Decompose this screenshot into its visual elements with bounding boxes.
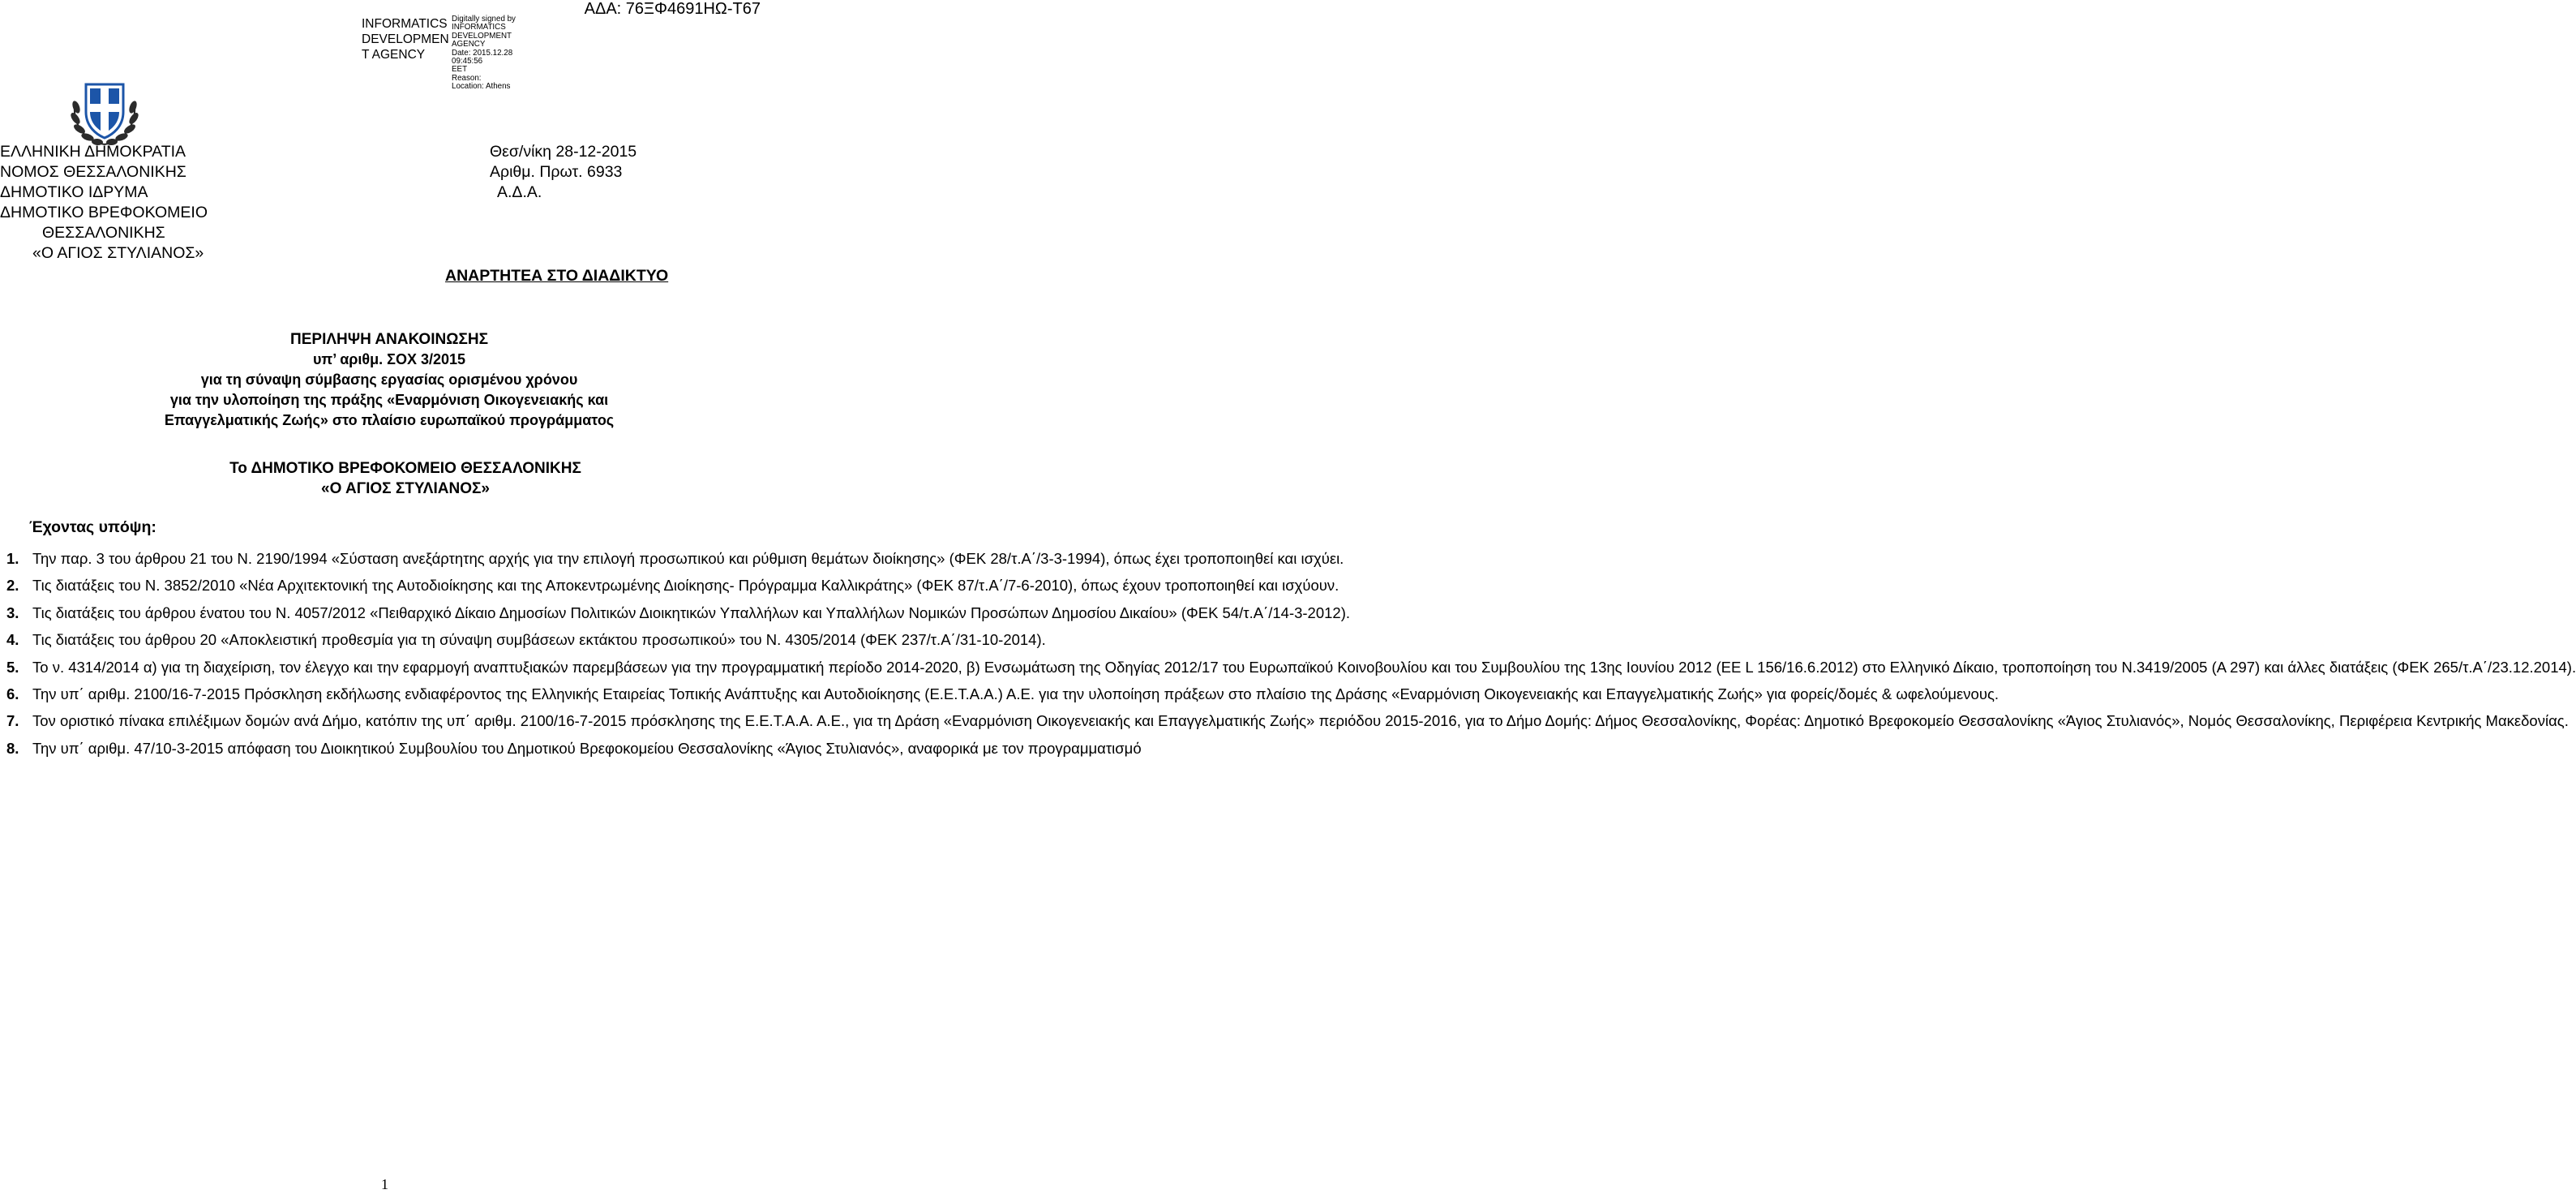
greek-emblem-icon (68, 79, 141, 148)
signature-location: Location: Athens (452, 82, 511, 92)
item-number: 1. (6, 550, 19, 567)
item-number: 6. (6, 685, 19, 703)
item-text: Την παρ. 3 του άρθρου 21 του Ν. 2190/1994 «Σύσταση ανεξάρτητης αρχής για την επιλογή προσωπικού και ρύθμιση θεμάτων διοίκησης» (ΦΕΚ 28/τ.Α΄/3-3-1994), όπως έχει τροποποιηθεί και ισχύει. (32, 550, 1344, 567)
summary-line: Επαγγελματικής Ζωής» στο πλαίσιο ευρωπαϊκού προγράμματος (164, 412, 615, 428)
place-date: Θεσ/νίκη 28-12-2015 (490, 143, 637, 161)
issuer-line: ΔΗΜΟΤΙΚΟ ΙΔΡΥΜΑ (0, 183, 148, 201)
summary-title (0, 329, 778, 431)
item-text: Τον οριστικό πίνακα επιλέξιμων δομών ανά Δήμο, κατόπιν της υπ΄ αριθμ. 2100/16-7-2015 πρόσκλησης της Ε.Ε.Τ.Α.Α. Α.Ε., για τη Δράση «Εναρμόνιση Οικογενειακής και Επαγγελματικής Ζωής» περιόδου 2015-2016, για το Δήμο Δομής: Δήμος Θεσσαλονίκης, Φορέας: Δημοτικό Βρεφοκομείο Θεσσαλονίκης «Άγιος Στυλιανός», Νομός Θεσσαλονίκης, Περιφέρεια Κεντρικής Μακεδονίας. (32, 712, 2569, 730)
list-item (6, 685, 2000, 703)
list-item (6, 603, 1351, 622)
post-online-notice: ΑΝΑΡΤΗΤΕΑ ΣΤΟ ΔΙΑΔΙΚΤΥΟ (445, 267, 669, 285)
provisions-list (6, 549, 2576, 766)
item-text: Τις διατάξεις του Ν. 3852/2010 «Νέα Αρχιτεκτονική της Αυτοδιοίκησης και της Αποκεντρωμένης Διοίκησης- Πρόγραμμα Καλλικράτης» (ΦΕΚ 87/τ.Α΄/7-6-2010), όπως έχουν τροποποιηθεί και ισχύουν. (32, 577, 1339, 595)
list-item (6, 630, 1046, 649)
ada-code: ΑΔΑ: 76ΞΦ4691ΗΩ-Τ67 (584, 0, 761, 18)
item-number: 4. (6, 631, 19, 649)
issuer-line: ΔΗΜΟΤΙΚΟ ΒΡΕΦΟΚΟΜΕΙΟ (0, 204, 208, 221)
item-number: 2. (6, 577, 19, 595)
list-item (6, 576, 1339, 595)
list-item (6, 658, 2576, 676)
page-number: 1 (381, 1176, 388, 1192)
summary-line: ΠΕΡΙΛΗΨΗ ΑΝΑΚΟΙΝΩΣΗΣ (290, 331, 488, 348)
signature-timezone: EET (452, 65, 468, 75)
issuing-organization (195, 458, 616, 499)
list-item (6, 739, 1142, 758)
issuer-line: ΕΛΛΗΝΙΚΗ ΔΗΜΟΚΡΑΤΙΑ (0, 143, 186, 161)
signature-date: Date: 2015.12.28 09:45:56 (452, 48, 513, 67)
item-number: 8. (6, 739, 19, 757)
signature-org-name: INFORMATICS DEVELOPMEN T AGENCY (362, 17, 449, 62)
signature-signed-by: Digitally signed by (452, 15, 516, 24)
issuer-line: ΘΕΣΣΑΛΟΝΙΚΗΣ (42, 224, 165, 242)
signature-signer: INFORMATICS DEVELOPMENT AGENCY (452, 23, 512, 49)
summary-line: για τη σύναψη σύμβασης εργασίας ορισμένου χρόνου (200, 372, 578, 388)
item-text: Την υπ΄ αριθμ. 2100/16-7-2015 Πρόσκληση εκδήλωσης ενδιαφέροντος της Ελληνικής Εταιρείας Τοπικής Ανάπτυξης και Αυτοδιοίκησης (Ε.Ε.Τ.Α.Α.) Α.Ε. για την υλοποίηση πράξεων στο πλαίσιο της Δράσης «Εναρμόνιση Οικογενειακής και Επαγγελματικής Ζωής» για φορείς/δομές & ωφελούμενους. (32, 685, 2000, 703)
ada-label: Α.Δ.Α. (497, 183, 542, 201)
issuer-block (0, 142, 208, 264)
item-text: Την υπ΄ αριθμ. 47/10-3-2015 απόφαση του Διοικητικού Συμβουλίου του Δημοτικού Βρεφοκομείου Θεσσαλονίκης «Άγιος Στυλιανός», αναφορικά με τον προγραμματισμό (32, 739, 1142, 757)
item-text: Το ν. 4314/2014 α) για τη διαχείριση, τον έλεγχο και την εφαρμογή αναπτυξιακών παρεμβάσεων για την προγραμματική περίοδο 2014-2020, β) Ενσωμάτωση της Οδηγίας 2012/17 του Ευρωπαϊκού Κοινοβουλίου και του Συμβουλίου της 13ης Ιουνίου 2012 (ΕΕ L 156/16.6.2012) στο Ελληνικό Δίκαιο, τροποποίηση του Ν.3419/2005 (Α 297) και άλλες διατάξεις (ΦΕΚ 265/τ.Α΄/23.12.2014). (32, 658, 2576, 676)
list-item (6, 711, 2569, 730)
org-line: «Ο ΑΓΙΟΣ ΣΤΥΛΙΑΝΟΣ» (321, 480, 490, 497)
item-text: Τις διατάξεις του άρθρου 20 «Αποκλειστική προθεσμία για τη σύναψη συμβάσεων εκτάκτου προσωπικού» του Ν. 4305/2014 (ΦΕΚ 237/τ.Α΄/31-10-2014). (32, 631, 1046, 649)
signature-meta (452, 15, 542, 92)
item-number: 7. (6, 712, 19, 730)
considering-heading: Έχοντας υπόψη: (29, 518, 156, 536)
issuer-line: ΝΟΜΟΣ ΘΕΣΣΑΛΟΝΙΚΗΣ (0, 163, 186, 181)
summary-line: υπ’ αριθμ. ΣΟΧ 3/2015 (312, 351, 466, 367)
item-number: 3. (6, 603, 19, 621)
summary-line: για την υλοποίηση της πράξης «Εναρμόνιση Οικογενειακής και (169, 392, 609, 408)
list-item (6, 549, 1344, 568)
item-number: 5. (6, 658, 19, 676)
protocol-number: Αριθμ. Πρωτ. 6933 (490, 163, 623, 181)
issuer-line: «Ο ΑΓΙΟΣ ΣΤΥΛΙΑΝΟΣ» (32, 244, 204, 262)
signature-reason: Reason: (452, 73, 482, 83)
org-line: Το ΔΗΜΟΤΙΚΟ ΒΡΕΦΟΚΟΜΕΙΟ ΘΕΣΣΑΛΟΝΙΚΗΣ (229, 460, 581, 477)
item-text: Τις διατάξεις του άρθρου ένατου του Ν. 4057/2012 «Πειθαρχικό Δίκαιο Δημοσίων Πολιτικών Διοικητικών Υπαλλήλων και Υπαλλήλων Νομικών Προσώπων Δημοσίου Δικαίου» (ΦΕΚ 54/τ.Α΄/14-3-2012). (32, 603, 1351, 621)
